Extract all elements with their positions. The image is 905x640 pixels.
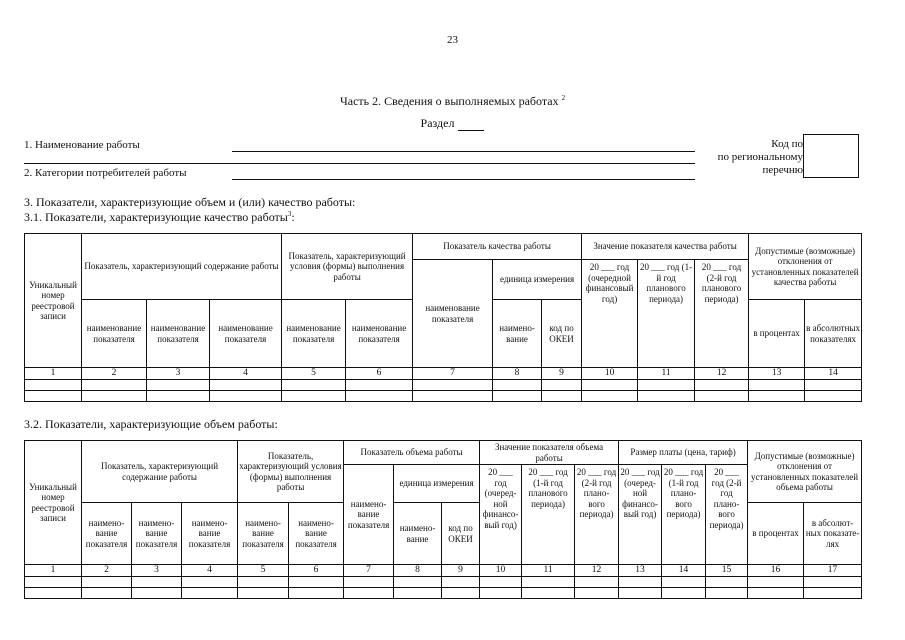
consumers-field[interactable]: [232, 179, 695, 180]
current-year-header: 20 ___ год (очередной финансовый год): [582, 260, 638, 368]
volume-value-header: Значение показателя объема работы: [480, 441, 619, 465]
content-indicator-header: Показатель, характеризующий содержание работы: [82, 234, 282, 300]
okei-code-header: код по ОКЕИ: [442, 503, 480, 565]
code-label-line3: перечню: [762, 164, 803, 176]
okei-code-header: код по ОКЕИ: [542, 300, 582, 368]
volume-name-header: наимено-вание показателя: [344, 465, 394, 565]
page-title: [0, 94, 905, 109]
unit-header: единица измерения: [394, 465, 480, 503]
quality-heading: 3.1. Показатели, характеризующие качество работы$^3$:: [24, 210, 295, 224]
condition-name-1: наименование показателя: [282, 300, 346, 368]
content-name-3: наимено-вание показателя: [182, 503, 238, 565]
percent-header: в процентах: [748, 503, 804, 565]
first-plan-year-header: 20 ___ год (1-й год планового периода): [638, 260, 695, 368]
col-number: 4: [182, 565, 238, 577]
col-number: 11: [638, 368, 695, 380]
content-name-1: наименование показателя: [82, 300, 147, 368]
unit-name-header: наимено-вание: [394, 503, 442, 565]
col-number: 11: [522, 565, 575, 577]
title-text: Часть 2. Сведения о выполняемых работах: [339, 94, 559, 108]
work-name-field[interactable]: [232, 151, 695, 152]
condition-name-2: наимено-вание показателя: [289, 503, 344, 565]
col-number: 7: [413, 368, 493, 380]
col-number: 8: [394, 565, 442, 577]
fee-current-year-header: 20 ___ год (очеред-ной финансо-вый год): [619, 465, 662, 565]
col-number: 12: [575, 565, 619, 577]
second-plan-year-header: 20 ___ год (2-й год планового периода): [695, 260, 749, 368]
volume-table: [24, 440, 862, 599]
section-label: [0, 116, 905, 131]
col-number: 9: [542, 368, 582, 380]
quality-name-header: наименование показателя: [413, 260, 493, 368]
volume-indicator-header: Показатель объема работы: [344, 441, 480, 465]
content-indicator-header: Показатель, характеризующий содержание работы: [82, 441, 238, 503]
col-number: 17: [804, 565, 862, 577]
table-row[interactable]: [25, 587, 862, 598]
absolute-header: в абсолют-ных показате-лях: [804, 503, 862, 565]
fee-first-year-header: 20 ___ год (1-й год плано-вого периода): [662, 465, 706, 565]
col-number: 16: [748, 565, 804, 577]
code-label-line2: по региональному: [717, 151, 803, 163]
content-name-3: наименование показателя: [210, 300, 282, 368]
content-name-2: наименование показателя: [147, 300, 210, 368]
condition-name-2: наименование показателя: [346, 300, 413, 368]
col-number: 3: [147, 368, 210, 380]
col-number: 6: [346, 368, 413, 380]
col-number: 13: [749, 368, 805, 380]
table-row[interactable]: [25, 576, 862, 587]
razdel-number-field[interactable]: [458, 119, 484, 131]
content-name-1: наимено-вание показателя: [82, 503, 132, 565]
current-year-header: 20 ___ год (очеред-ной финансо-вый год): [480, 465, 522, 565]
col-number: 13: [619, 565, 662, 577]
col-number: 1: [25, 368, 82, 380]
col-number: 5: [282, 368, 346, 380]
page-number: 23: [447, 34, 458, 46]
condition-name-1: наимено-вание показателя: [238, 503, 289, 565]
col-number: 1: [25, 565, 82, 577]
quality-heading-note: 3: [287, 210, 292, 218]
table-row[interactable]: [25, 379, 862, 390]
col-number: 2: [82, 565, 132, 577]
work-name-label: 1. Наименование работы: [24, 139, 140, 151]
code-label: [700, 138, 803, 177]
section3-heading: 3. Показатели, характеризующие объем и (или) качество работы:: [24, 195, 356, 209]
col-number: 4: [210, 368, 282, 380]
col-number: 10: [480, 565, 522, 577]
col-number: 7: [344, 565, 394, 577]
quality-deviation-header: Допустимые (возможные) отклонения от установленных показателей качества работы: [749, 234, 862, 300]
first-plan-year-header: 20 ___ год (1-й год планового периода): [522, 465, 575, 565]
title-footnote: 2: [561, 94, 566, 102]
col-number: 8: [493, 368, 542, 380]
col-number: 12: [695, 368, 749, 380]
col-number: 5: [238, 565, 289, 577]
col-number: 9: [442, 565, 480, 577]
consumers-label: 2. Категории потребителей работы: [24, 167, 187, 179]
table-row[interactable]: [25, 390, 862, 401]
work-name-field-2[interactable]: [24, 163, 695, 164]
code-box[interactable]: [803, 134, 859, 178]
quality-heading-text: 3.1. Показатели, характеризующие качество работы: [24, 210, 288, 224]
second-plan-year-header: 20 ___ год (2-й год плано-вого периода): [575, 465, 619, 565]
unique-number-header: Уникальный номер реестровой записи: [25, 234, 82, 368]
quality-indicator-header: Показатель качества работы: [413, 234, 582, 260]
column-numbers-row: [25, 368, 862, 380]
volume-heading: 3.2. Показатели, характеризующие объем работы:: [24, 417, 278, 431]
conditions-indicator-header: Показатель, характеризующий условия (формы) выполнения работы: [238, 441, 344, 503]
fee-second-year-header: 20 ___ год (2-й год плано-вого периода): [706, 465, 748, 565]
unit-name-header: наимено-вание: [493, 300, 542, 368]
col-number: 6: [289, 565, 344, 577]
fee-header: Размер платы (цена, тариф): [619, 441, 748, 465]
col-number: 2: [82, 368, 147, 380]
razdel-text: Раздел: [420, 116, 455, 130]
col-number: 15: [706, 565, 748, 577]
content-name-2: наимено-вание показателя: [132, 503, 182, 565]
quality-table: [24, 233, 862, 402]
volume-deviation-header: Допустимые (возможные) отклонения от установленных показателей объема работы: [748, 441, 862, 503]
col-number: 14: [662, 565, 706, 577]
quality-value-header: Значение показателя качества работы: [582, 234, 749, 260]
unique-number-header: Уникальный номер реестровой записи: [25, 441, 82, 565]
col-number: 10: [582, 368, 638, 380]
column-numbers-row: [25, 565, 862, 577]
code-label-line1: Код по: [771, 138, 803, 150]
conditions-indicator-header: Показатель, характеризующий условия (формы) выполнения работы: [282, 234, 413, 300]
absolute-header: в абсолютных показателях: [805, 300, 862, 368]
col-number: 3: [132, 565, 182, 577]
unit-header: единица измерения: [493, 260, 582, 300]
percent-header: в процентах: [749, 300, 805, 368]
col-number: 14: [805, 368, 862, 380]
